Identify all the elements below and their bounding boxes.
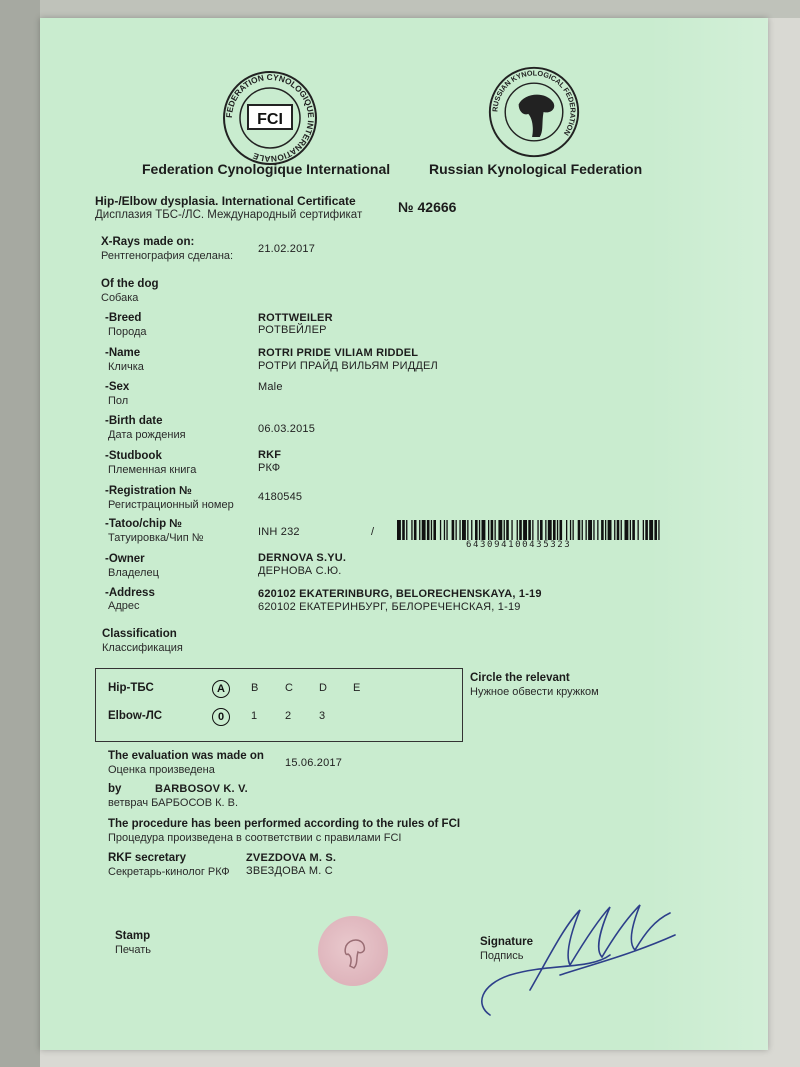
barcode-bar [649,520,653,540]
birth-label-ru: Дата рождения [108,429,186,441]
barcode-bar [560,520,563,540]
barcode-bar [431,520,432,540]
barcode-bar [446,520,447,540]
certificate-number: № 42666 [398,199,457,215]
secretary-value-ru: ЗВЕЗДОВА М. С [246,865,333,877]
barcode-bar [482,520,486,540]
barcode-bar [586,520,587,540]
barcode-bar [402,520,405,540]
tattoo-label-en: -Tatoo/chip № [105,518,183,530]
by-value-ru: ветврач БАРБОСОВ К. В. [108,797,239,809]
barcode-bar [608,520,612,540]
barcode-bar [645,520,648,540]
barcode-bar [488,520,489,540]
grade-2: 2 [285,710,292,722]
barcode-bar [427,520,430,540]
dog-section-label-en: Of the dog [101,278,159,290]
grade-d: D [319,682,327,694]
barcode-bar [597,520,598,540]
owner-label-ru: Владелец [108,567,159,579]
barcode-bar [459,520,460,540]
rkf-logo-ring-text: RUSSIAN KYNOLOGICAL FEDERATION [490,68,578,138]
certificate-title-ru: Дисплазия ТБС-/ЛС. Международный сертификат [95,209,363,221]
breed-value-en: ROTTWEILER [258,312,333,324]
barcode-bar [605,520,606,540]
signature-label-ru: Подпись [480,950,524,962]
studbook-label-en: -Studbook [105,450,162,462]
name-label-ru: Кличка [108,361,144,373]
barcode-bar [625,520,629,540]
barcode-bar [632,520,635,540]
studbook-value-ru: РКФ [258,462,281,474]
barcode-bar [397,520,401,540]
barcode-bar [617,520,620,540]
barcode-bar [414,520,417,540]
barcode-bar [630,520,631,540]
fci-logo-text: FCI [257,111,283,128]
barcode-bar [638,520,639,540]
by-value: BARBOSOV K. V. [155,783,248,795]
background-top [0,0,800,18]
barcode-bar [528,520,531,540]
breed-label-ru: Порода [108,326,147,338]
grade-0: 0 [212,708,230,726]
barcode-bar [491,520,494,540]
owner-label-en: -Owner [105,553,145,565]
fci-logo-ring-text: FEDERATION CYNOLOGIQUE INTERNATIONALE [223,71,317,165]
barcode-bar [582,520,583,540]
barcode-bar [570,520,571,540]
barcode-bar [532,520,533,540]
barcode-bar [504,520,505,540]
barcode-bar [406,520,407,540]
barcode-bar [471,520,472,540]
elbow-label: Elbow-ЛС [108,710,163,722]
barcode-bar [537,520,538,540]
grade-a: A [212,680,230,698]
barcode-bar [419,520,420,540]
barcode-bar [545,520,546,540]
name-value-en: ROTRI PRIDE VILIAM RIDDEL [258,347,419,359]
barcode-bar [573,520,574,540]
barcode-bar [519,520,522,540]
circle-note-ru: Нужное обвести кружком [470,686,599,698]
handwritten-signature [470,895,690,1025]
xray-label-en: X-Rays made on: [101,236,195,248]
barcode-bar [479,520,480,540]
classification-label-ru: Классификация [102,642,183,654]
secretary-value-en: ZVEZDOVA M. S. [246,852,337,864]
barcode-bar [462,520,466,540]
barcode-bar [467,520,468,540]
barcode-bar [495,520,496,540]
studbook-value-en: RKF [258,449,282,461]
address-value-en: 620102 EKATERINBURG, BELORECHENSKAYA, 1-19 [258,588,542,600]
grade-b: B [251,682,259,694]
barcode-bar [548,520,552,540]
birth-value: 06.03.2015 [258,423,316,435]
name-value-ru: РОТРИ ПРАЙД ВИЛЬЯМ РИДДЕЛ [258,360,438,372]
owner-value-ru: ДЕРНОВА С.Ю. [258,565,342,577]
certificate-title-en: Hip-/Elbow dysplasia. International Certificate [95,194,356,208]
barcode-bar [566,520,567,540]
barcode-bar [523,520,527,540]
breed-value-ru: РОТВЕЙЛЕР [258,324,327,336]
secretary-label-en: RKF secretary [108,852,186,864]
barcode-bar [654,520,657,540]
circle-note-en: Circle the relevant [470,672,570,684]
barcode-bar [498,520,502,540]
grade-c: C [285,682,293,694]
hip-label: Hip-ТБС [108,682,154,694]
barcode-bar [578,520,581,540]
barcode-bar [475,520,478,540]
registration-label-ru: Регистрационный номер [108,499,234,511]
birth-label-en: -Birth date [105,415,163,427]
fci-logo [220,68,320,168]
grade-e: E [353,682,361,694]
org-name-fci: Federation Cynologique International [142,161,391,177]
stamp-seal [318,916,388,986]
classification-box [95,668,463,742]
org-name-rkf: Russian Kynological Federation [429,161,643,177]
owner-value-en: DERNOVA S.YU. [258,552,347,564]
sex-value: Male [258,381,283,393]
rkf-logo [486,64,582,160]
stamp-label-en: Stamp [115,930,151,942]
barcode-bar [643,520,644,540]
registration-label-en: -Registration № [105,485,192,497]
tattoo-separator: / [371,526,375,538]
barcode-bar [588,520,592,540]
tattoo-value: INH 232 [258,526,300,538]
background-left [0,0,40,1067]
barcode-bar [601,520,604,540]
dog-section-label-ru: Собака [101,292,139,304]
barcode-bar [517,520,518,540]
barcode-bar [440,520,441,540]
barcode-bar [553,520,556,540]
barcode-bar [540,520,543,540]
chip-barcode [397,520,662,540]
barcode-bar [511,520,512,540]
chip-barcode-number: 643094100435323 [466,540,572,550]
barcode-bar [621,520,622,540]
barcode-bar [452,520,455,540]
xray-date: 21.02.2017 [258,243,316,255]
address-label-ru: Адрес [108,600,140,612]
evaluation-date: 15.06.2017 [285,757,343,769]
breed-label-en: -Breed [105,312,142,324]
barcode-bar [422,520,426,540]
address-label-en: -Address [105,587,155,599]
tattoo-label-ru: Татуировка/Чип № [108,532,204,544]
procedure-text-ru: Процедура произведена в соответствии с правилами FCI [108,832,402,844]
barcode-bar [593,520,594,540]
signature-label-en: Signature [480,936,534,948]
sex-label-en: -Sex [105,381,130,393]
barcode-bar [433,520,436,540]
grade-1: 1 [251,710,258,722]
evaluation-label-ru: Оценка произведена [108,764,215,776]
barcode-bar [614,520,615,540]
by-label: by [108,783,122,795]
barcode-bar [658,520,659,540]
stamp-label-ru: Печать [115,944,152,956]
barcode-bar [557,520,558,540]
classification-label-en: Classification [102,628,177,640]
address-value-ru: 620102 ЕКАТЕРИНБУРГ, БЕЛОРЕЧЕНСКАЯ, 1-19 [258,601,521,613]
xray-label-ru: Рентгенография сделана: [101,250,234,262]
procedure-text-en: The procedure has been performed according to the rules of FCI [108,818,461,830]
registration-value: 4180545 [258,491,303,503]
barcode-bar [506,520,509,540]
barcode-bar [456,520,457,540]
studbook-label-ru: Племенная книга [108,464,197,476]
barcode-bar [411,520,412,540]
barcode-bar [444,520,445,540]
grade-3: 3 [319,710,326,722]
name-label-en: -Name [105,347,141,359]
secretary-label-ru: Секретарь-кинолог РКФ [108,866,230,878]
evaluation-label-en: The evaluation was made on [108,750,264,762]
sex-label-ru: Пол [108,395,129,407]
